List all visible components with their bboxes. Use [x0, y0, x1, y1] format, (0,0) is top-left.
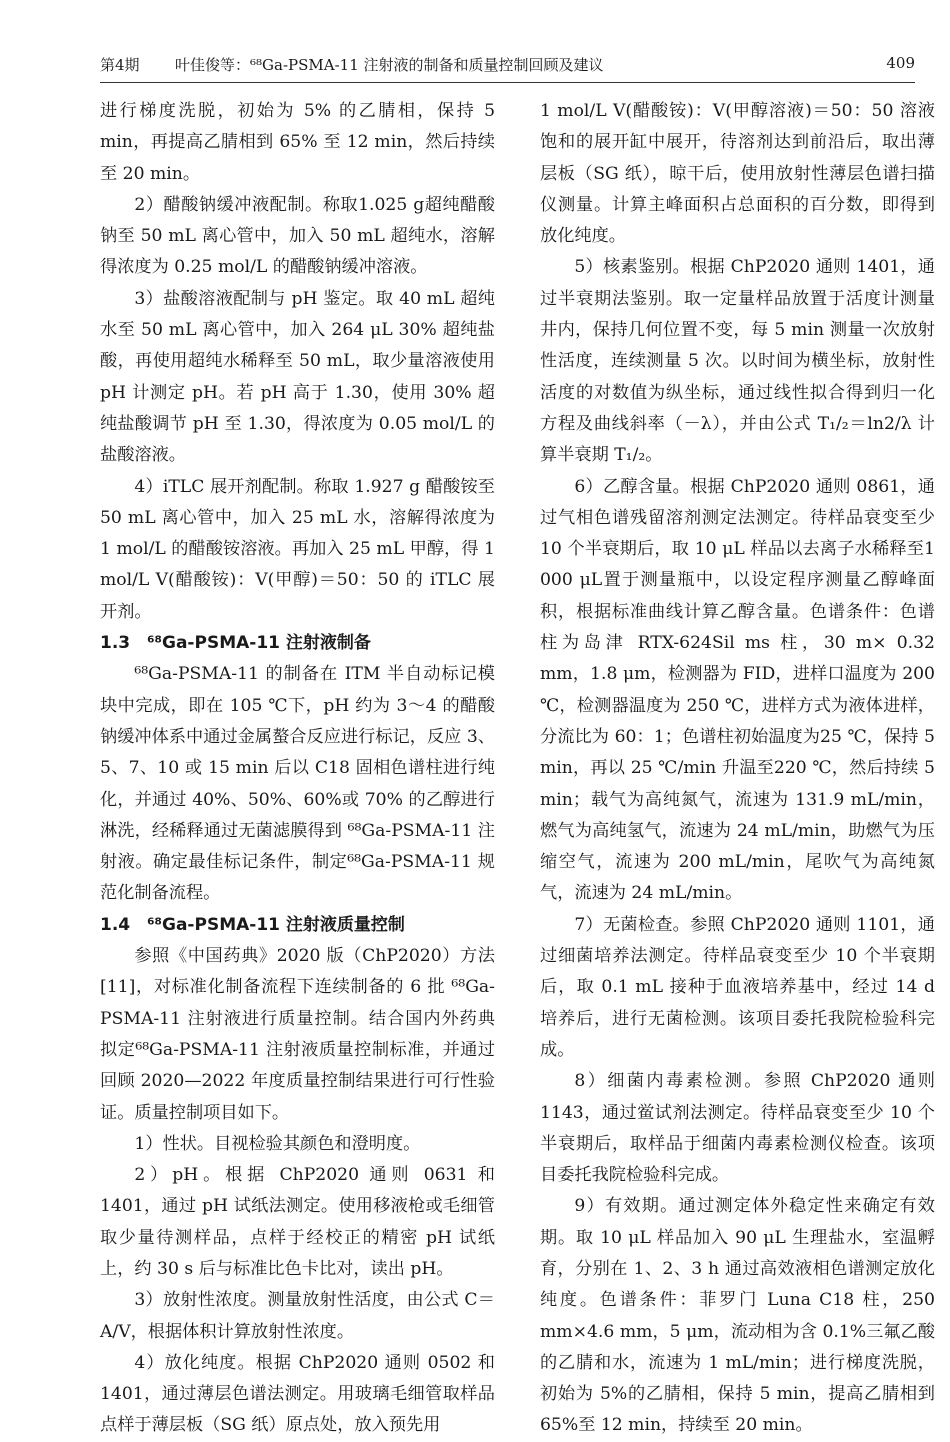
paragraph: 7）无菌检查。参照 ChP2020 通则 1101，通过细菌培养法测定。待样品衰变至少 10 个半衰期后，取 0.1 mL 接种于血液培养基中，经过 14 d 培养后，进行无菌检测。该项目委托我院检验科完成。 [540, 914, 935, 1060]
paragraph: 2）pH。根据 ChP2020 通则 0631 和 1401，通过 pH 试纸法测定。使用移液枪或毛细管取少量待测样品，点样于经校正的精密 pH 试纸上，约 30 s 后与标准比色卡比对，读出 pH。 [100, 1165, 495, 1279]
section-heading: 1.3 ⁶⁸Ga-PSMA-11 注射液制备 [100, 633, 371, 654]
paragraph: 2）醋酸钠缓冲液配制。称取1.025 g超纯醋酸钠至 50 mL 离心管中，加入 50 mL 超纯水，溶解得浓度为 0.25 mol/L 的醋酸钠缓冲溶液。 [100, 194, 495, 278]
running-header [100, 48, 915, 83]
paragraph: 1）性状。目视检验其颜色和澄明度。 [134, 1133, 421, 1154]
paragraph: 进行梯度洗脱，初始为 5% 的乙腈相，保持 5 min，再提高乙腈相到 65% 至 12 min，然后持续至 20 min。 [100, 101, 495, 184]
paragraph: 9）有效期。通过测定体外稳定性来确定有效期。取 10 μL 样品加入 90 μL 生理盐水，室温孵育，分别在 1、2、3 h 通过高效液相色谱测定放化纯度。色谱条件：菲罗门 Luna C18 柱，250 mm×4.6 mm，5 μm，流动相为含 0.1%三氟乙酸的乙腈和水，流速为 1 mL/min；进行梯度洗脱，初始为 5%的乙腈相，保持 5 min，提高乙腈相到 65%至 12 min，持续至 20 min。 [540, 1196, 935, 1436]
paragraph: 1 mol/L V(醋酸铵)：V(甲醇溶液)＝50：50 溶液饱和的展开缸中展开，待溶剂达到前沿后，取出薄层板（SG 纸），晾干后，使用放射性薄层色谱扫描仪测量。计算主峰面积占总面积的百分数，即得到放化纯度。 [540, 101, 935, 247]
section-heading: 1.4 ⁶⁸Ga-PSMA-11 注射液质量控制 [100, 914, 405, 935]
paragraph: 3）放射性浓度。测量放射性活度，由公式 C＝A/V，根据体积计算放射性浓度。 [100, 1290, 495, 1342]
page-number: 409 [886, 54, 915, 72]
issue-number: 第4期 [100, 56, 140, 74]
paragraph: 8）细菌内毒素检测。参照 ChP2020 通则 1143，通过鲎试剂法测定。待样品衰变至少 10 个半衰期后，取样品于细菌内毒素检测仪检查。该项目委托我院检验科完成。 [540, 1071, 935, 1186]
paragraph: 3）盐酸溶液配制与 pH 鉴定。取 40 mL 超纯水至 50 mL 离心管中，加入 264 μL 30% 超纯盐酸，再使用超纯水稀释至 50 mL，取少量溶液使用 pH 计测定 pH。若 pH 高于 1.30，使用 30% 超纯盐酸调节 pH 至 1.30，得浓度为 0.05 mol/L 的盐酸溶液。 [100, 288, 495, 466]
paragraph: 4）iTLC 展开剂配制。称取 1.927 g 醋酸铵至 50 mL 离心管中，加入 25 mL 水，溶解得浓度为 1 mol/L 的醋酸铵溶液。再加入 25 mL 甲醇，得 1 mol/L V(醋酸铵)：V(甲醇)＝50：50 的 iTLC 展开剂。 [100, 476, 495, 622]
paragraph: 6）乙醇含量。根据 ChP2020 通则 0861，通过气相色谱残留溶剂测定法测定。待样品衰变至少 10 个半衰期后，取 10 μL 样品以去离子水稀释至1 000 μL置于测量瓶中，以设定程序测量乙醇峰面积，根据标准曲线计算乙醇含量。色谱条件：色谱柱为岛津 RTX-624Sil ms 柱，30 m× 0.32 mm，1.8 μm，检测器为 FID，进样口温度为 200 ℃，检测器温度为 250 ℃，进样方式为液体进样，分流比为 60：1；色谱柱初始温度为25 ℃，保持 5 min，再以 25 ℃/min 升温至220 ℃，然后持续 5 min；载气为高纯氮气，流速为 131.9 mL/min，燃气为高纯氢气，流速为 24 mL/min，助燃气为压缩空气，流速为 200 mL/min，尾吹气为高纯氮气，流速为 24 mL/min。 [540, 476, 935, 904]
paragraph: ⁶⁸Ga-PSMA-11 的制备在 ITM 半自动标记模块中完成，即在 105 ℃下，pH 约为 3～4 的醋酸钠缓冲体系中通过金属螯合反应进行标记，反应 3、5、7、10 或 15 min 后以 C18 固相色谱柱进行纯化，并通过 40%、50%、60%或 70% 的乙醇进行淋洗，经稀释通过无菌滤膜得到 ⁶⁸Ga-PSMA-11 注射液。确定最佳标记条件，制定⁶⁸Ga-PSMA-11 规范化制备流程。 [100, 664, 495, 904]
paragraph: 5）核素鉴别。根据 ChP2020 通则 1401，通过半衰期法鉴别。取一定量样品放置于活度计测量井内，保持几何位置不变，每 5 min 测量一次放射性活度，连续测量 5 次。以时间为横坐标，放射性活度的对数值为纵坐标，通过线性拟合得到归一化方程及曲线斜率（－λ），并由公式 T₁/₂＝ln2/λ 计算半衰期 T₁/₂。 [540, 257, 935, 466]
right-column [540, 96, 935, 1442]
running-title: 叶佳俊等：⁶⁸Ga-PSMA-11 注射液的制备和质量控制回顾及建议 [175, 56, 604, 74]
left-column [100, 96, 495, 1442]
paragraph: 参照《中国药典》2020 版（ChP2020）方法[11]，对标准化制备流程下连续制备的 6 批 ⁶⁸Ga-PSMA-11 注射液进行质量控制。结合国内外药典拟定⁶⁸Ga-PSMA-11 注射液质量控制标准，并通过回顾 2020—2022 年度质量控制结果进行可行性验证。质量控制项目如下。 [100, 946, 495, 1123]
paragraph: 4）放化纯度。根据 ChP2020 通则 0502 和 1401，通过薄层色谱法测定。用玻璃毛细管取样品点样于薄层板（SG 纸）原点处，放入预先用 [100, 1352, 495, 1436]
